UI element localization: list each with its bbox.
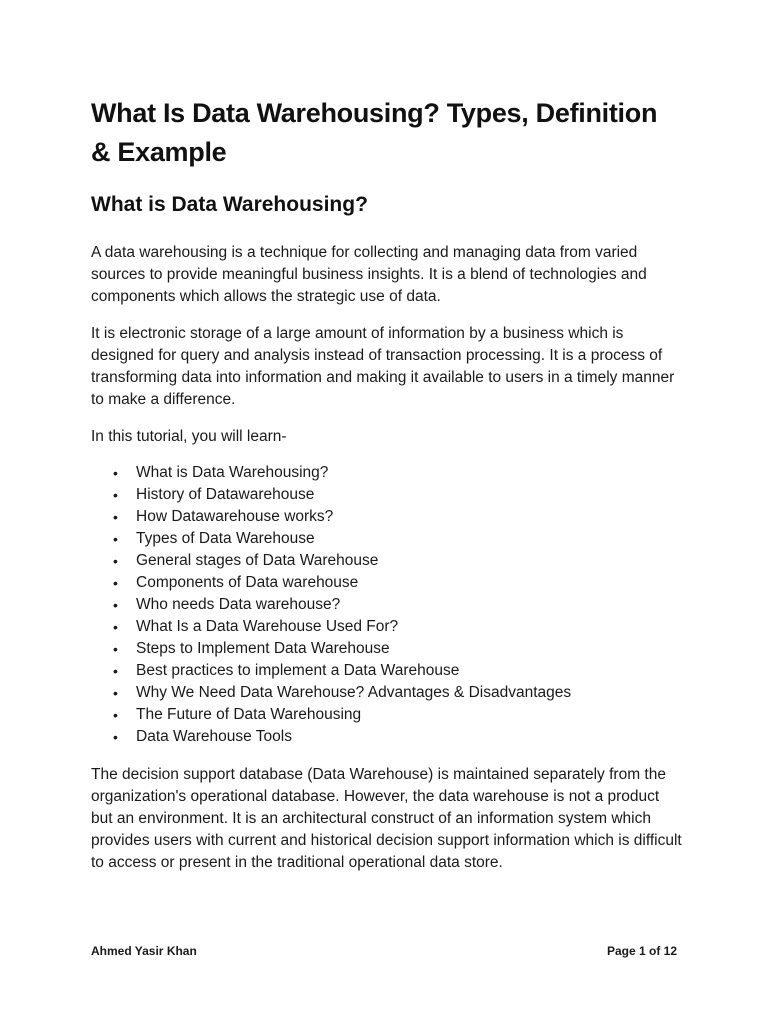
bullet-icon: • [113, 465, 118, 481]
list-item [91, 616, 683, 638]
bullet-icon: • [113, 553, 118, 569]
bullet-icon: • [113, 487, 118, 503]
closing-paragraph: The decision support database (Data Warehouse) is maintained separately from the organization's operational database. However, the data warehouse is not a product but an environment. It is an architectural construct of an information system which provides users with current and historical decision support information which is difficult to access or present in the traditional operational data store. [91, 766, 682, 871]
list-item-text: Types of Data Warehouse [136, 530, 315, 547]
list-item-text: Steps to Implement Data Warehouse [136, 640, 390, 657]
list-item-text: What Is a Data Warehouse Used For? [136, 618, 399, 635]
list-item [91, 462, 683, 484]
bullet-icon: • [113, 531, 118, 547]
list-item-text: What is Data Warehousing? [136, 464, 329, 481]
bullet-icon: • [113, 729, 118, 745]
list-item-text: History of Datawarehouse [136, 486, 315, 503]
list-item [91, 572, 683, 594]
list-item [91, 506, 683, 528]
list-item [91, 528, 683, 550]
list-item-text: Why We Need Data Warehouse? Advantages & Disadvantages [136, 684, 572, 701]
intro-paragraph-1: A data warehousing is a technique for collecting and managing data from varied sources to provide meaningful business insights. It is a blend of technologies and components which allows the strategic use of data. [91, 244, 647, 305]
list-item [91, 660, 683, 682]
footer-author: Ahmed Yasir Khan [91, 944, 197, 958]
bullet-icon: • [113, 619, 118, 635]
bullet-icon: • [113, 685, 118, 701]
list-item [91, 594, 683, 616]
section-heading: What is Data Warehousing? [91, 193, 368, 216]
list-item-text: Best practices to implement a Data Warehouse [136, 662, 460, 679]
page-content [91, 94, 683, 874]
list-item [91, 682, 683, 704]
bullet-icon: • [113, 707, 118, 723]
list-item-text: Data Warehouse Tools [136, 728, 292, 745]
list-item [91, 726, 683, 748]
bullet-icon: • [113, 509, 118, 525]
list-item [91, 638, 683, 660]
tutorial-lead-in: In this tutorial, you will learn- [91, 428, 287, 445]
list-item-text: How Datawarehouse works? [136, 508, 334, 525]
list-item-text: Components of Data warehouse [136, 574, 359, 591]
list-item-text: The Future of Data Warehousing [136, 706, 362, 723]
list-item [91, 704, 683, 726]
bullet-icon: • [113, 597, 118, 613]
page-title: What Is Data Warehousing? Types, Definition & Example [91, 98, 658, 167]
tutorial-topics-list [91, 462, 683, 748]
bullet-icon: • [113, 641, 118, 657]
footer-page-number: Page 1 of 12 [606, 944, 677, 958]
list-item [91, 550, 683, 572]
bullet-icon: • [113, 663, 118, 679]
bullet-icon: • [113, 575, 118, 591]
list-item [91, 484, 683, 506]
list-item-text: General stages of Data Warehouse [136, 552, 379, 569]
intro-paragraph-2: It is electronic storage of a large amount of information by a business which is designed for query and analysis instead of transaction processing. It is a process of transforming data into information and making it available to users in a timely manner to make a difference. [91, 325, 675, 408]
list-item-text: Who needs Data warehouse? [136, 596, 341, 613]
